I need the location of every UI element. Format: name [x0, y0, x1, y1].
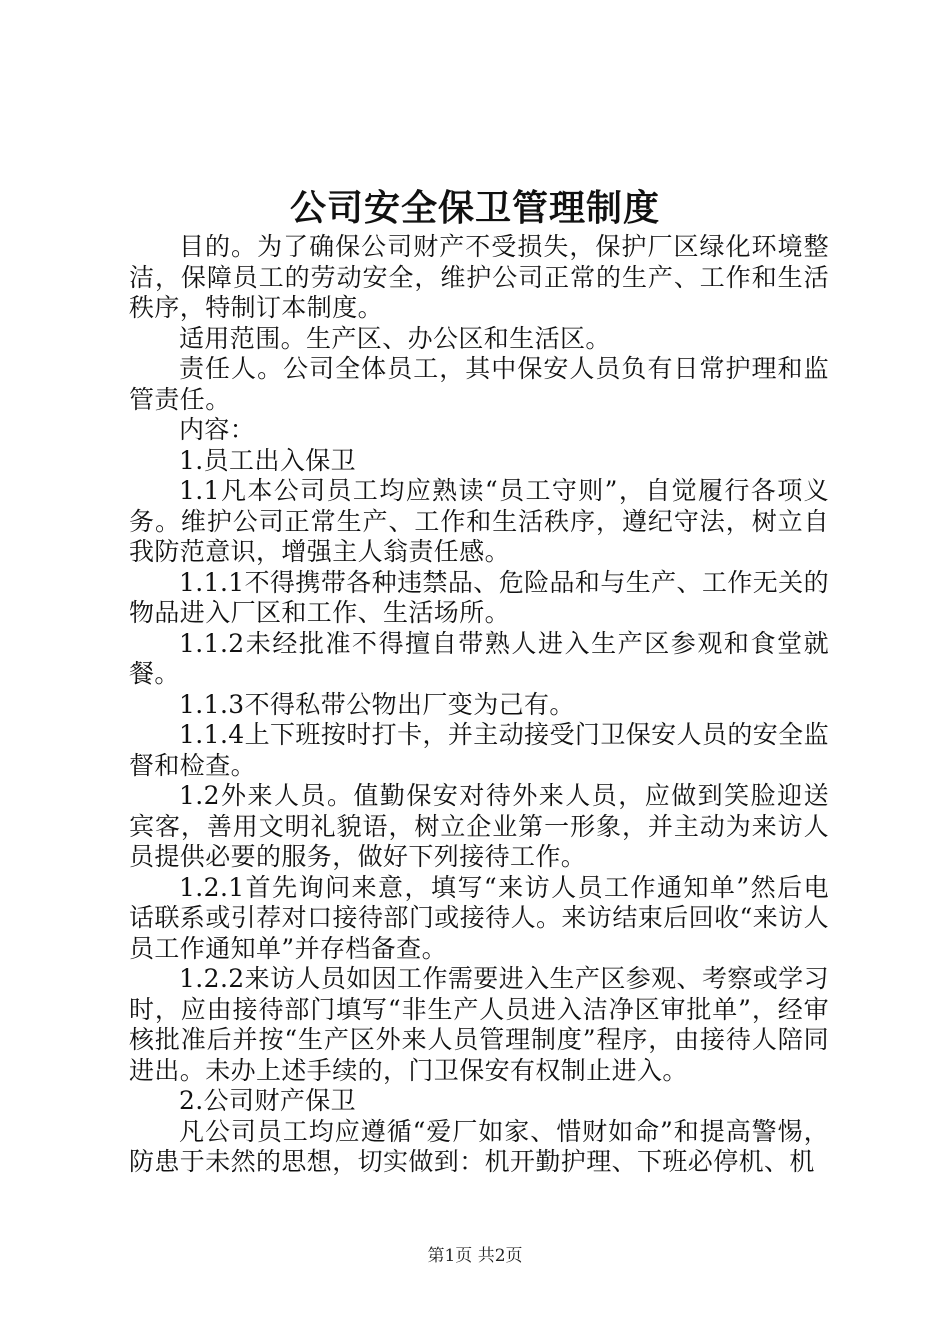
paragraph-purpose: 目的。为了确保公司财产不受损失，保护厂区绿化环境整洁，保障员工的劳动安全，维护公司正常的生产、工作和生活秩序，特制订本制度。 [129, 232, 829, 322]
paragraph-1-1: 1.1凡本公司员工均应熟读“员工守则”，自觉履行各项义务。维护公司正常生产、工作和生活秩序，遵纪守法，树立自我防范意识，增强主人翁责任感。 [129, 476, 829, 566]
section-heading-2: 2.公司财产保卫 [179, 1086, 357, 1115]
paragraph-1-1-2: 1.1.2未经批准不得擅自带熟人进入生产区参观和食堂就餐。 [129, 628, 829, 688]
paragraph-1-2: 1.2外来人员。值勤保安对待外来人员，应做到笑脸迎送宾客，善用文明礼貌语，树立企业第一形象，并主动为来访人员提供必要的服务，做好下列接待工作。 [129, 781, 829, 871]
section-heading-1: 1.员工出入保卫 [179, 445, 357, 475]
paragraph-1-2-2: 1.2.2来访人员如因工作需要进入生产区参观、考察或学习时，应由接待部门填写“非生产人员进入洁净区审批单”，经审核批准后并按“生产区外来人员管理制度”程序，由接待人陪同进出。未办上述手续的，门卫保安有权制止进入。 [129, 964, 829, 1085]
page-footer: 第1页 共2页 [427, 1246, 523, 1266]
paragraph-1-1-4: 1.1.4上下班按时打卡，并主动接受门卫保安人员的安全监督和检查。 [129, 720, 829, 780]
paragraph-responsible: 责任人。公司全体员工，其中保安人员负有日常护理和监管责任。 [129, 354, 829, 414]
paragraph-1-2-1: 1.2.1首先询问来意，填写“来访人员工作通知单”然后电话联系或引荐对口接待部门或接待人。来访结束后回收“来访人员工作通知单”并存档备查。 [129, 872, 829, 963]
document-body [129, 232, 829, 1178]
paragraph-2-intro: 凡公司员工均应遵循“爱厂如家、惜财如命”和提高警惕，防患于未然的思想，切实做到：机开勤护理、下班必停机、机 [129, 1116, 829, 1176]
document-title: 公司安全保卫管理制度 [289, 187, 660, 229]
paragraph-scope: 适用范围。生产区、办公区和生活区。 [179, 323, 611, 353]
paragraph-1-1-3: 1.1.3不得私带公物出厂变为己有。 [179, 689, 575, 719]
paragraph-content-heading: 内容： [179, 415, 256, 444]
paragraph-1-1-1: 1.1.1不得携带各种违禁品、危险品和与生产、工作无关的物品进入厂区和工作、生活场所。 [129, 567, 829, 627]
